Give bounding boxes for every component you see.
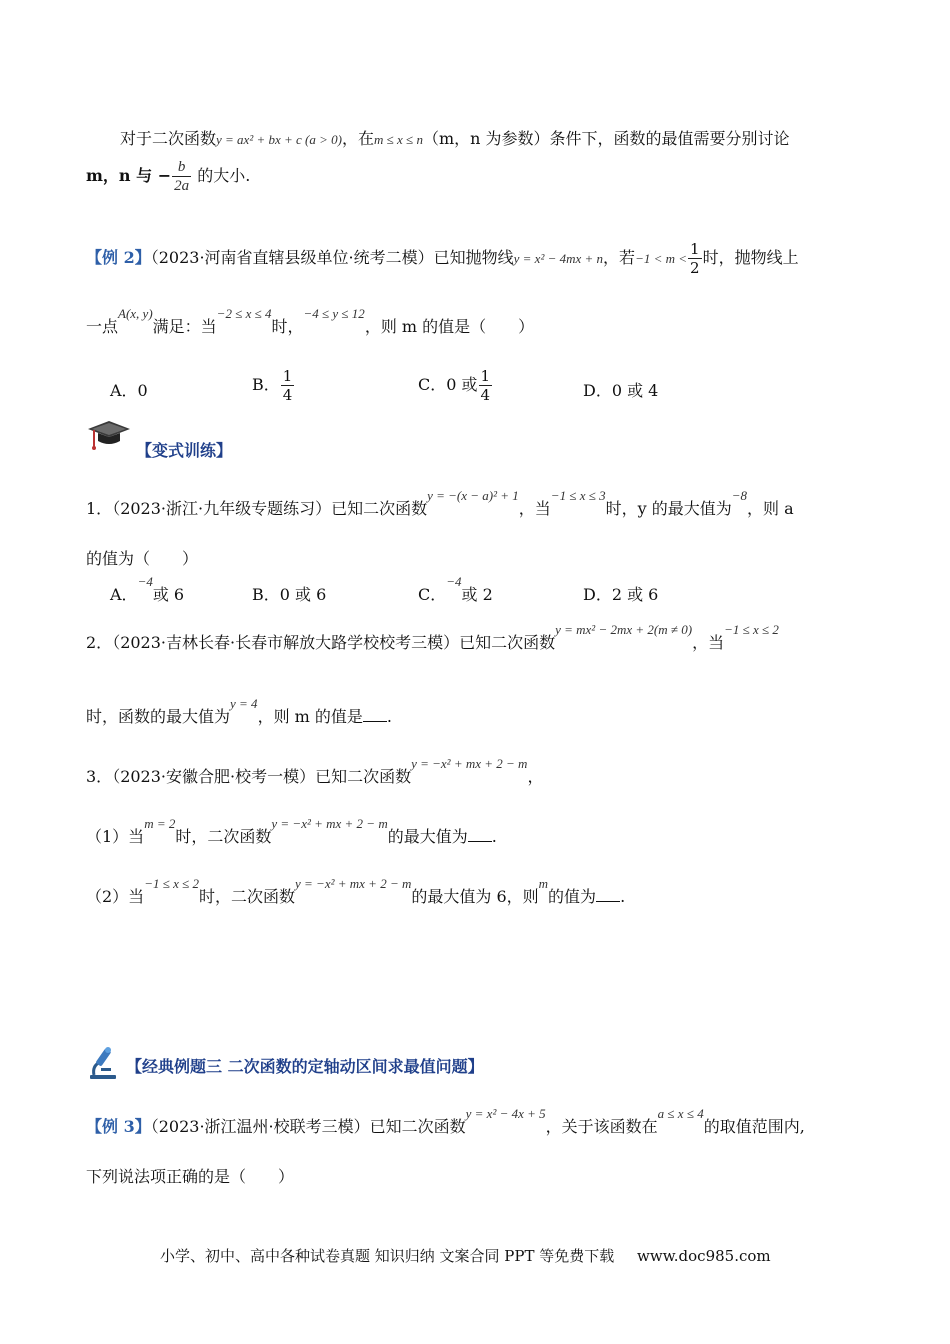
footer	[160, 1245, 771, 1266]
question-text: （1）当	[86, 827, 145, 846]
x-range-formula: a ≤ x ≤ 4	[657, 1106, 704, 1121]
intro-text: 对于二次函数	[120, 129, 217, 148]
option-formula: −4	[137, 574, 153, 589]
question-number: 3．	[86, 767, 113, 786]
option-label: D．0 或 4	[583, 381, 659, 400]
question-1-line-2: 的值为（ ）	[86, 549, 199, 568]
option-b[interactable]	[252, 367, 295, 404]
example-text: 的取值范围内,	[703, 1117, 805, 1136]
option-d[interactable]	[583, 380, 658, 402]
fraction-b-over-2a	[172, 158, 191, 195]
question-text: 的最大值为 6，则	[411, 887, 539, 906]
option-label: A．0	[110, 381, 148, 400]
example-3-line-2: 下列说法项正确的是（ ）	[86, 1167, 295, 1186]
fraction-denominator: 4	[282, 386, 293, 404]
question-text: ，则 m 的值是	[257, 707, 363, 726]
fraction-denominator: 2	[690, 259, 700, 277]
question-text: ，当	[692, 633, 725, 652]
example-text: 满足：当	[152, 317, 217, 336]
intro-line-2	[86, 158, 250, 195]
intro-function-formula: y = ax² + bx + c (a > 0)	[216, 132, 342, 147]
microscope-icon	[86, 1044, 122, 1080]
fraction-one-quarter	[281, 367, 295, 404]
max-value-formula: y = 4	[230, 696, 258, 711]
q1-option-c[interactable]	[418, 574, 493, 607]
function-formula: y = −x² + mx + 2 − m	[271, 816, 388, 831]
fraction-one-half	[688, 240, 702, 277]
fraction-denominator: 2a	[174, 178, 190, 194]
option-label: A．	[110, 585, 138, 604]
m-condition-formula: −1 < m <	[635, 251, 688, 266]
q1-option-b[interactable]	[252, 584, 326, 606]
q1-option-d[interactable]	[583, 584, 658, 606]
point-formula: A(x, y)	[118, 306, 153, 321]
m-value-formula: m = 2	[144, 816, 176, 831]
question-number: 2．	[86, 633, 113, 652]
question-text: .	[386, 707, 393, 726]
option-label: B．0 或 6	[252, 585, 327, 604]
intro-line-1	[120, 128, 790, 151]
intro-text: （m，n 为参数）条件下，函数的最值需要分别讨论	[422, 129, 790, 148]
x-range-formula: −1 ≤ x ≤ 2	[724, 622, 779, 637]
option-a[interactable]	[110, 380, 148, 402]
question-text: ，则 a	[747, 499, 794, 518]
x-range-formula: −1 ≤ x ≤ 2	[144, 876, 199, 891]
function-formula: y = −(x − a)² + 1	[427, 488, 519, 503]
example-tag: 【例 2】	[86, 248, 151, 267]
option-label: C．	[418, 585, 447, 604]
graduation-cap-icon	[86, 421, 132, 453]
question-text: 时，二次函数	[175, 827, 272, 846]
example-text: 一点	[86, 317, 119, 336]
function-formula: y = −x² + mx + 2 − m	[411, 756, 528, 771]
fraction-one-quarter	[479, 367, 493, 404]
training-title: 【变式训练】	[136, 441, 233, 460]
example-tag: 【例 3】	[86, 1117, 151, 1136]
question-text: 的值为	[548, 887, 597, 906]
fraction-numerator: 1	[282, 367, 293, 385]
question-text: 时，函数的最大值为	[86, 707, 231, 726]
example-text: ，关于该函数在	[545, 1117, 658, 1136]
question-number: 1．	[86, 499, 113, 518]
option-label: B．	[252, 375, 280, 394]
function-formula: y = −x² + mx + 2 − m	[295, 876, 412, 891]
fraction-denominator: 4	[480, 386, 491, 404]
example-text: 时，	[271, 317, 304, 336]
question-text: 的最大值为	[387, 827, 468, 846]
intro-text: 的大小.	[192, 166, 251, 185]
question-text: （2）当	[86, 887, 145, 906]
x-range-formula: −2 ≤ x ≤ 4	[216, 306, 272, 321]
fraction-numerator: b	[172, 158, 191, 177]
option-label: C．0 或	[418, 375, 478, 394]
question-source: （2023·安徽合肥·校考一模）已知二次函数	[112, 767, 412, 786]
question-2-line-2	[86, 696, 393, 729]
intro-text: ，在	[342, 129, 375, 148]
example-text: 时，抛物线上	[702, 248, 799, 267]
answer-blank[interactable]	[468, 827, 492, 842]
fraction-numerator: 1	[690, 240, 700, 258]
section-3-title: 【经典例题三 二次函数的定轴动区间求最值问题】	[126, 1057, 484, 1076]
example-text: ，则 m 的值是（ ）	[364, 317, 535, 336]
option-c[interactable]	[418, 367, 493, 404]
answer-blank[interactable]	[596, 887, 620, 902]
question-text: ，当	[518, 499, 551, 518]
question-text: .	[491, 827, 497, 846]
question-text: 时，二次函数	[199, 887, 296, 906]
question-text: ，	[527, 767, 544, 786]
example-source: （2023·河南省直辖县级单位·统考二模）已知抛物线	[150, 248, 514, 267]
footer-url[interactable]: www.doc985.com	[637, 1247, 771, 1265]
y-range-formula: −4 ≤ y ≤ 12	[303, 306, 365, 321]
question-3-line-1	[86, 756, 544, 789]
q1-option-a[interactable]	[110, 574, 185, 607]
intro-condition-formula: m ≤ x ≤ n	[374, 132, 423, 147]
question-text: 时，y 的最大值为	[605, 499, 732, 518]
question-source: （2023·浙江·九年级专题练习）已知二次函数	[112, 499, 428, 518]
variable-m: m	[538, 876, 549, 891]
option-label: 或 6	[152, 585, 185, 604]
x-range-formula: −1 ≤ x ≤ 3	[550, 488, 606, 503]
option-label: D．2 或 6	[583, 585, 659, 604]
example-2-line-1	[86, 240, 799, 277]
function-formula: y = mx² − 2mx + 2(m ≠ 0)	[555, 622, 693, 637]
max-value-formula: −8	[731, 488, 748, 503]
question-3-part-1	[86, 816, 497, 849]
fraction-numerator: 1	[480, 367, 491, 385]
option-formula: −4	[446, 574, 462, 589]
intro-text: m，n 与 −	[86, 166, 172, 185]
question-text: .	[620, 887, 626, 906]
parabola-formula: y = x² − 4mx + n	[513, 251, 604, 266]
example-source: （2023·浙江温州·校联考三模）已知二次函数	[150, 1117, 466, 1136]
example-text: ，若	[603, 248, 636, 267]
function-formula: y = x² − 4x + 5	[465, 1106, 546, 1121]
answer-blank[interactable]	[363, 707, 387, 722]
question-source: （2023·吉林长春·长春市解放大路学校校考三模）已知二次函数	[112, 633, 556, 652]
option-label: 或 2	[461, 585, 493, 604]
footer-text: 小学、初中、高中各种试卷真题 知识归纳 文案合同 PPT 等免费下载	[160, 1247, 615, 1265]
